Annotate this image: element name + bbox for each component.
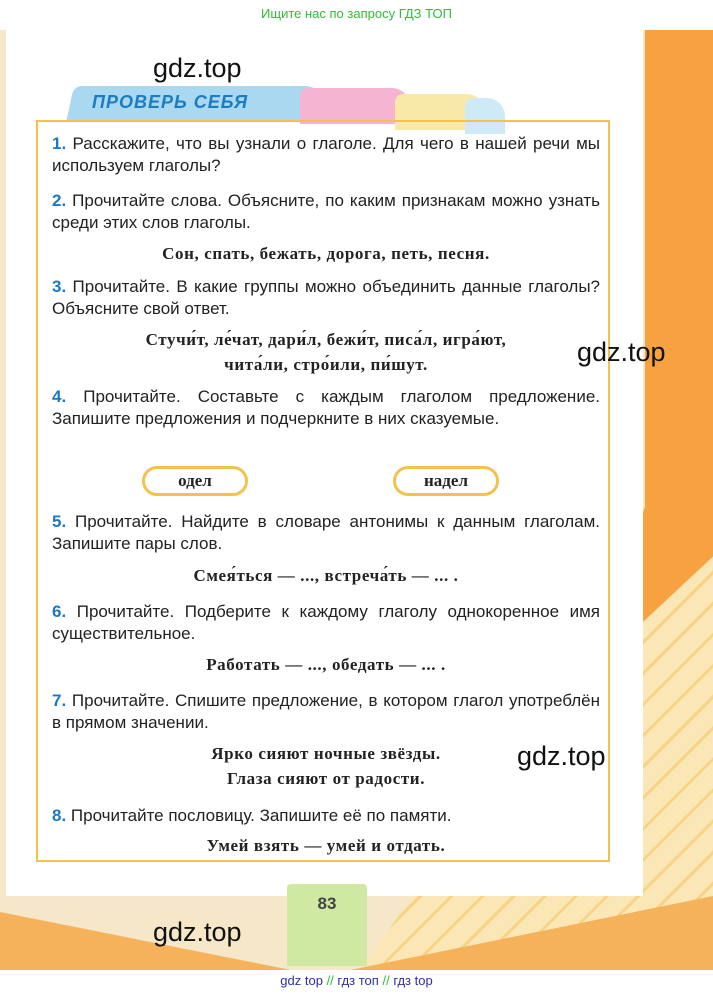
task-6 (52, 601, 600, 645)
footer-separator: // (382, 973, 390, 988)
task-number: 7. (52, 691, 67, 710)
task-text: Прочитайте. В какие группы можно объединить данные глаголы? Объясните свой ответ. (52, 277, 600, 318)
task-text: Расскажите, что вы узнали о глаголе. Для чего в нашей речи мы используем глаголы? (52, 134, 600, 175)
example-3-line-1: Стучи́т, ле́чат, дари́л, бежи́т, писа́л, игра́ют, (145, 330, 507, 349)
word-card-nadel: надел (393, 466, 499, 496)
footer-link-2[interactable]: гдз топ (337, 973, 379, 988)
task-3 (52, 276, 600, 320)
task-text: Прочитайте. Подберите к каждому глаголу однокоренное имя существительное. (52, 602, 600, 643)
watermark: gdz.top (577, 337, 666, 367)
watermark: gdz.top (153, 917, 242, 947)
task-7 (52, 690, 600, 734)
task-2 (52, 190, 600, 234)
footer-link-3[interactable]: гдз top (393, 973, 433, 988)
task-1 (52, 133, 600, 177)
task-number: 1. (52, 134, 67, 153)
watermark: gdz.top (153, 53, 242, 83)
footer-link-1[interactable]: gdz top (280, 973, 323, 988)
task-text: Прочитайте. Составьте с каждым глаголом предложение. Запишите предложения и подчеркните в них сказуемые. (52, 387, 600, 428)
example-6: Работать — ..., обедать — ... . (206, 655, 446, 674)
footer-links (0, 973, 713, 988)
example-7-line-2: Глаза сияют от радости. (226, 769, 426, 788)
example-8: Умей взять — умей и отдать. (206, 836, 446, 855)
task-number: 2. (52, 191, 67, 210)
example-2: Сон, спать, бежать, дорога, петь, песня. (162, 244, 490, 263)
task-number: 3. (52, 277, 67, 296)
task-number: 4. (52, 387, 67, 406)
task-text: Прочитайте слова. Объясните, по каким признакам можно узнать среди этих слов глаголы. (52, 191, 600, 232)
task-8 (52, 805, 600, 827)
task-number: 6. (52, 602, 67, 621)
task-text: Прочитайте. Найдите в словаре антонимы к данным глаголам. Запишите пары слов. (52, 512, 600, 553)
example-7-line-1: Ярко сияют ночные звёзды. (211, 744, 441, 763)
task-text: Прочитайте. Спишите предложение, в котором глагол употреблён в прямом значении. (52, 691, 600, 732)
task-5 (52, 511, 600, 555)
example-5: Смея́ться — ..., встреча́ть — ... . (193, 566, 459, 585)
top-banner[interactable]: Ищите нас по запросу ГДЗ ТОП (261, 6, 452, 21)
page-number: 83 (317, 894, 337, 913)
task-text: Прочитайте пословицу. Запишите её по памяти. (70, 806, 452, 825)
task-4 (52, 386, 600, 430)
tab-pink (300, 88, 410, 124)
task-number: 8. (52, 806, 67, 825)
section-title: ПРОВЕРЬ СЕБЯ (92, 92, 249, 112)
task-number: 5. (52, 512, 67, 531)
word-card-odel: одел (142, 466, 248, 496)
watermark: gdz.top (517, 741, 606, 771)
example-3-line-2: чита́ли, стро́или, пи́шут. (224, 355, 428, 374)
footer-separator: // (326, 973, 334, 988)
